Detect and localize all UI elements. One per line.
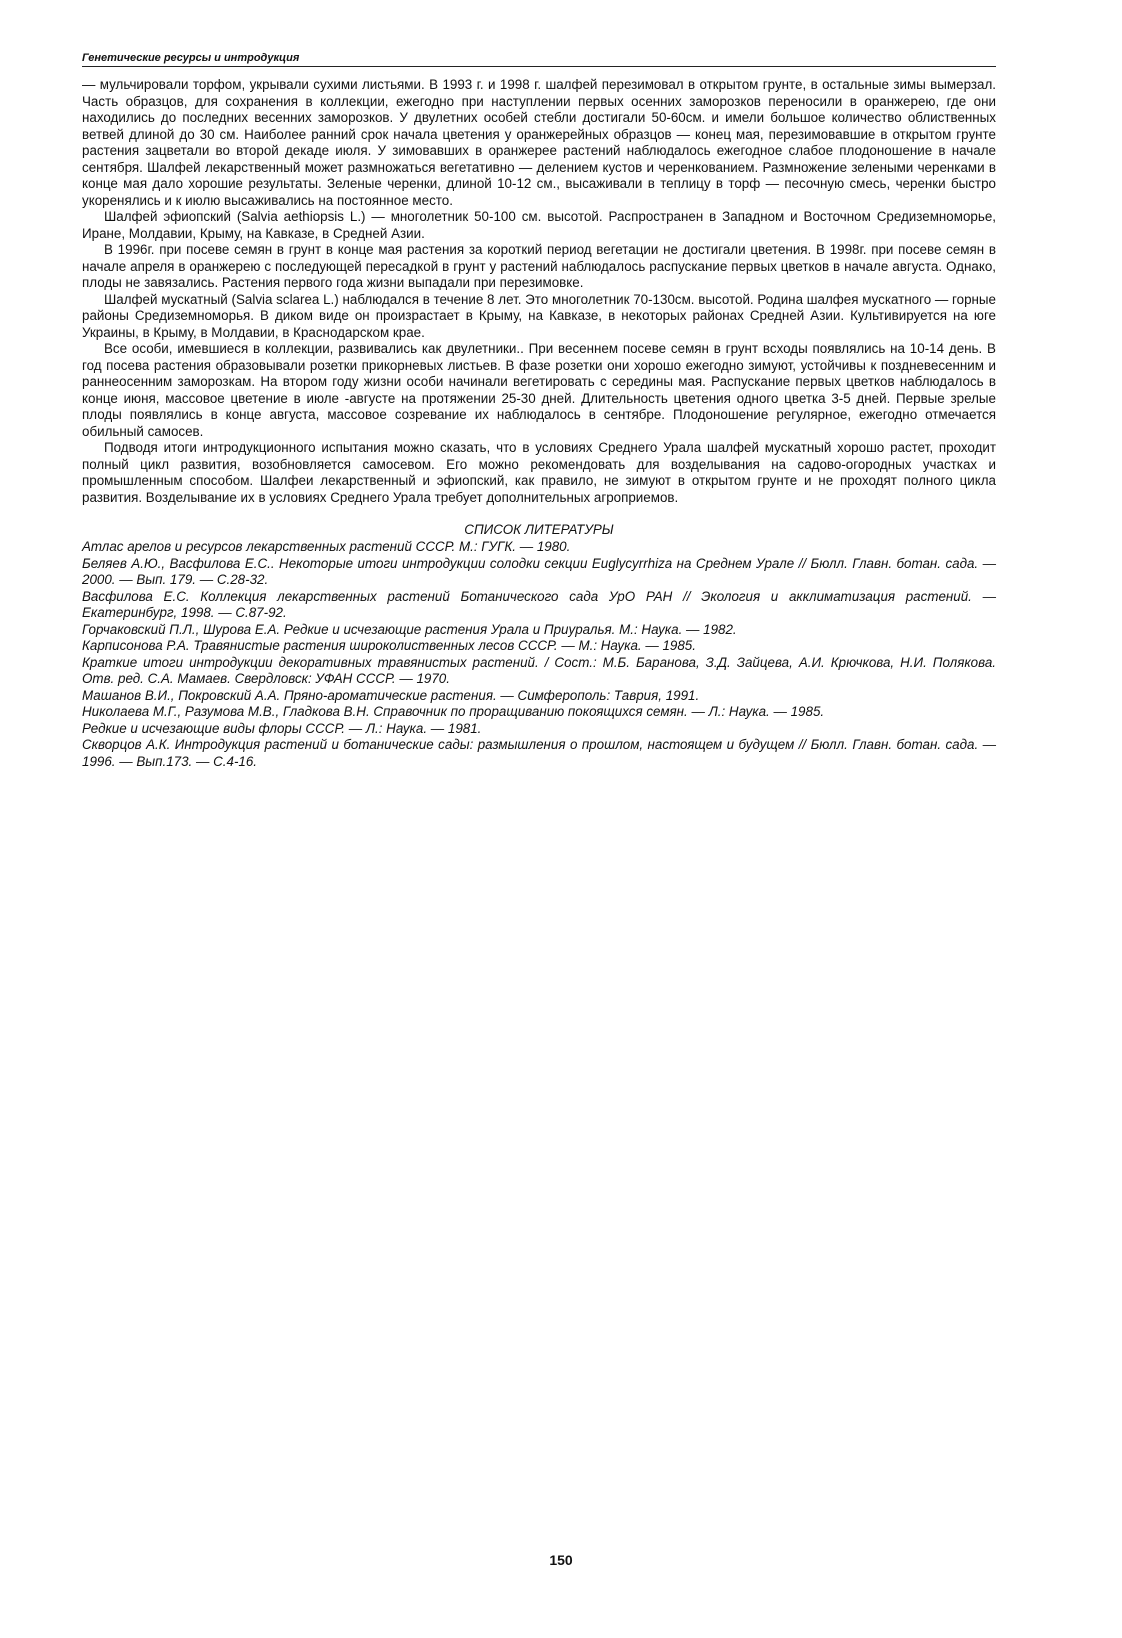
- reference-item: Скворцов А.К. Интродукция растений и ботанические сады: размышления о прошлом, настоящем и будущем // Бюлл. Главн. ботан. сада. — 1996. — Вып.173. — С.4-16.: [82, 737, 996, 769]
- reference-item: Васфилова Е.С. Коллекция лекарственных растений Ботанического сада УрО РАН // Экология и акклиматизация растений. — Екатеринбург, 1998. — С.87-92.: [82, 588, 996, 620]
- reference-item: Карписонова Р.А. Травянистые растения широколиственных лесов СССР. — М.: Наука. — 1985.: [82, 638, 696, 653]
- reference-item: Краткие итоги интродукции декоративных травянистых растений. / Сост.: М.Б. Баранова, З.Д. Зайцева, А.И. Крючкова, Н.И. Полякова. Отв. ред. С.А. Мамаев. Свердловск: УФАН СССР. — 1970.: [82, 654, 996, 686]
- running-head: Генетические ресурсы и интродукция: [82, 52, 996, 67]
- reference-item: Николаева М.Г., Разумова М.В., Гладкова В.Н. Справочник по проращиванию покоящихся семян. — Л.: Наука. — 1985.: [82, 704, 825, 719]
- reference-item: Машанов В.И., Покровский А.А. Пряно-ароматические растения. — Симферополь: Таврия, 1991.: [82, 687, 700, 703]
- reference-item: Горчаковский П.Л., Шурова Е.А. Редкие и исчезающие растения Урала и Приуралья. М.: Наука. — 1982.: [82, 621, 737, 637]
- paragraph: Шалфей мускатный (Salvia sclarea L.) наблюдался в течение 8 лет. Это многолетник 70-130см. высотой. Родина шалфея мускатного — горные районы Средиземноморья. В диком виде он произрастает в Крыму, на Кавказе, в некоторых районах Средней Азии. Культивируется на юге Украины, в Крыму, в Молдавии, в Краснодарском крае.: [82, 291, 996, 340]
- references-list: [82, 539, 996, 770]
- paragraph: Все особи, имевшиеся в коллекции, развивались как двулетники.. При весеннем посеве семян в грунт всходы появлялись на 10-14 день. В год посева растения образовывали розетки прикорневых листьев. В фазе розетки они хорошо ежегодно зимуют, устойчивы к поздневесенним и раннеосенним заморозкам. На втором году жизни особи начинали вегетировать с середины мая. Распускание первых цветков наблюдалось в конце июня, массовое цветение в июле -августе на протяжении 25-30 дней. Длительность цветения одного цветка 3-5 дней. Первые зрелые плоды появлялись в конце августа, массовое созревание их наблюдалось в сентябре. Плодоношение регулярное, ежегодно отмечается обильный самосев.: [82, 341, 996, 439]
- reference-item: Атлас арелов и ресурсов лекарственных растений СССР. М.: ГУГК. — 1980.: [82, 539, 571, 554]
- reference-item: Беляев А.Ю., Васфилова Е.С.. Некоторые итоги интродукции солодки секции Euglycyrrhiza на Среднем Урале // Бюлл. Главн. ботан. сада. — 2000. — Вып. 179. — С.28-32.: [82, 555, 996, 587]
- paragraph: Шалфей эфиопский (Salvia aethiopsis L.) — многолетник 50-100 см. высотой. Распространен в Западном и Восточном Средиземноморье, Иране, Молдавии, Крыму, на Кавказе, в Средней Азии.: [82, 209, 996, 241]
- body-text: [82, 77, 996, 506]
- paragraph: Подводя итоги интродукционного испытания можно сказать, что в условиях Среднего Урала шалфей мускатный хорошо растет, проходит полный цикл развития, возобновляется самосевом. Его можно рекомендовать для возделывания на садово-огородных участках и промышленным способом. Шалфеи лекарственный и эфиопский, как правило, не зимуют в открытом грунте и не проходят полного цикла развития. Возделывание их в условиях Среднего Урала требует дополнительных агроприемов.: [82, 440, 996, 505]
- paragraph: — мульчировали торфом, укрывали сухими листьями. В 1993 г. и 1998 г. шалфей перезимовал в открытом грунте, в остальные зимы вымерзал. Часть образцов, для сохранения в коллекции, ежегодно при наступлении первых осенних заморозков переносили в оранжерею, где они находились до последних весенних заморозков. У двулетних особей стебли достигали 50-60см. и имели большое количество облиственных ветвей длиной до 30 см. Наиболее ранний срок начала цветения у оранжерейных образцов — конец мая, перезимовавшие в открытом грунте растения зацветали во второй декаде июля. У зимовавших в оранжерее растений наблюдалось ежегодное слабое плодоношение в начале сентября. Шалфей лекарственный может размножаться вегетативно — делением кустов и черенкованием. Размножение зелеными черенками в конце мая дало хорошие результаты. Зеленые черенки, длиной 10-12 см., высаживали в теплицу в торф — песочную смесь, черенки быстро укоренялись и к июлю высаживались на постоянное место.: [82, 77, 996, 208]
- references-title: СПИСОК ЛИТЕРАТУРЫ: [464, 522, 614, 537]
- paragraph: В 1996г. при посеве семян в грунт в конце мая растения за короткий период вегетации не достигали цветения. В 1998г. при посеве семян в начале апреля в оранжерею с последующей пересадкой в грунт у растений наблюдалось распускание первых цветков в начале августа. Однако, плоды не завязались. Растения первого года жизни выпадали при перезимовке.: [82, 242, 996, 290]
- page-content: [82, 52, 996, 770]
- reference-item: Редкие и исчезающие виды флоры СССР. — Л.: Наука. — 1981.: [82, 720, 482, 736]
- page-number: 150: [549, 1552, 573, 1568]
